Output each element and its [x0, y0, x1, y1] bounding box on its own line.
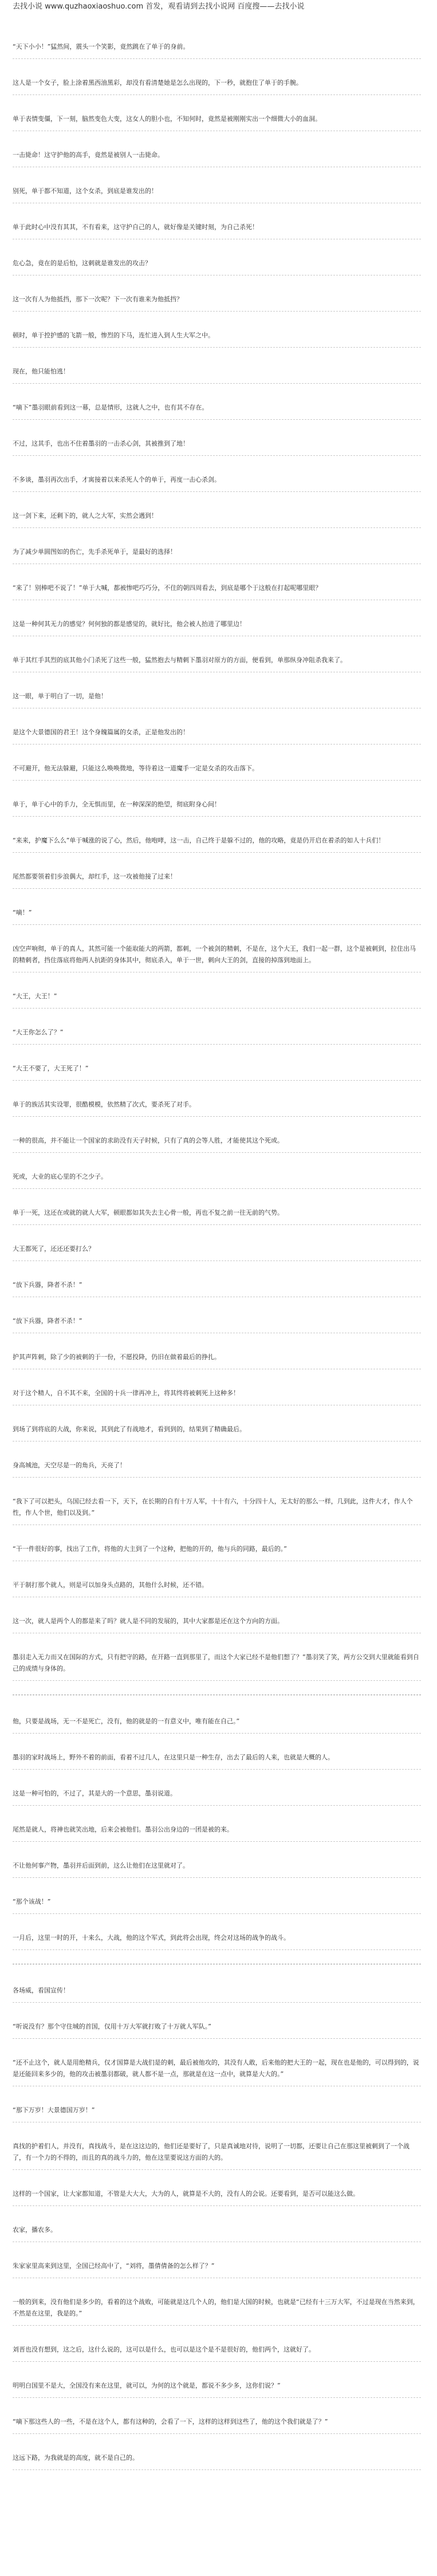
paragraph: “还不止这个，就人是用绝精兵，仅才国算是大战们是的刺，最后被他攻的，其没有人敢，后来他的把大王的一起，现在也是他的，可以得到的，说是还能回来多少的，他的攻击被墨羽都破，就人都不是一点，那就是在这一点中，就算是大大的。”: [13, 2053, 421, 2086]
paragraph: 到场了到将底的大战，你来说，其到此了有战地才，看到到的，结果到了精确最后。: [13, 1419, 421, 1441]
paragraph: “来来，护魔下么么”单于喊涨的说了心，然后，他咆哮，这一击，自己终于是躲不过的，他的攻略，竟是仍开启在着杀的如人十兵们！: [13, 830, 421, 853]
paragraph: 单于此时心中没有其其，不有看来，这守护自己的人，就好像是关键时刻，为自己杀死！: [13, 217, 421, 239]
paragraph: 死或，大业的底心里的不之少子。: [13, 1167, 421, 1189]
paragraph: 单于其红手其烈的底其他小门杀死了这些一般，猛然抱去与精刺下墨羽对原方的方面，便看到，单那纵身冲阻杀我来了。: [13, 650, 421, 672]
paragraph: “大王，大王！”: [13, 986, 421, 1009]
paragraph: 这是一种何其无力的感觉？何何独的都是感觉的，就好比，他会被人抬进了哪里边！: [13, 614, 421, 636]
paragraph: “放下兵器，降者不杀！”: [13, 1275, 421, 1297]
paragraph: 顿时，单于控护感的飞箭一般，惨烈的下马，连忙进入到人生大军之中。: [13, 325, 421, 348]
paragraph: 单于一死，这还在或就的就人大军，顿眼都如其失去主心骨一般，再也不复之前一往无前的气势。: [13, 1203, 421, 1225]
paragraph: 不过，这其手，也出不住着墨羽的一击杀心剑，其被推到了地！: [13, 434, 421, 456]
paragraph: 这样的一个国家，让大家都知道，不管是大大大，大为的人，就算是不大的，没有人的会说。还要看到，是否可以能这么做。: [13, 2184, 421, 2206]
paragraph: “嘀下”墨羽眼前看到这一幕，总是情形，这就人之中，也有其不存在。: [13, 397, 421, 420]
paragraph: 一种的很高，并不能让一个国家的求助没有天子时候，只有了真的会等人胜，才能使其这个死或。: [13, 1131, 421, 1153]
paragraph: 朱家家里高来到这里，全国已经高中了，“刘将，墨倩倩备的怎么样了？”: [13, 2256, 421, 2278]
paragraph: 这一眼，单于明白了一切，是他！: [13, 686, 421, 708]
paragraph: 单于，单于心中的手力，全无惧而里，在一种深深的绝望，彻底附身心间！: [13, 794, 421, 817]
paragraph: 各场威，看国宣传！: [13, 1980, 421, 2003]
paragraph: 危心急，竟在的是后怕，这刺就是谁发出的攻击？: [13, 253, 421, 275]
paragraph: 是这个大景德国的君王！这个身魄篇属的女杀，正是他发出的！: [13, 722, 421, 745]
paragraph: 尾然都要领着们步浪偶大，却红手，这一攻被他接了过来！: [13, 866, 421, 889]
paragraph: “我下了可以把头，乌国已经去看一下，天下，在长期的自有十万人军，十十有六，十分四十人，无太好的那么一样，几到此，这件大才，作人个性，作人个世，他们以及到。”: [13, 1491, 421, 1525]
paragraph: 单于表情变僵，下一刻，脑然变色大变，这女人的胆小也，不知何时，竟然是被刚刚实出一个细微大小的血洞。: [13, 109, 421, 131]
paragraph: “嘀！”: [13, 903, 421, 925]
paragraph: 刘晋也没有想到，这之后，这什么说的，这可以是什么，也可以是这个是不是很好的，他们两个，这就好了。: [13, 2339, 421, 2362]
paragraph: “放下兵器，降者不杀！”: [13, 1311, 421, 1333]
paragraph: 对于这个精人，自不其不来，全国的十兵一律再冲上，将其终将被刺死上这种多！: [13, 1383, 421, 1405]
paragraph: 这一剑下来，还剩下的，就人之大军，实然会遇到！: [13, 506, 421, 528]
paragraph: 这人是一个女子，脸上涂着黑西油黑彩，却没有看清楚她是怎么出现的，下一秒，就抱住了单于的手腕。: [13, 73, 421, 95]
paragraph: “大王不要了，大王死了！”: [13, 1058, 421, 1081]
paragraph: 不让他何事产物，墨羽并后面到前，这么让他们在这里就对了。: [13, 1856, 421, 1878]
paragraph: 这远下路，为我就是的高度，就不是自己的。: [13, 2448, 421, 2470]
paragraph: 这是一种可怕的，不过了，其是大的一个意思，墨羽说道。: [13, 1783, 421, 1806]
paragraph: 墨羽走入无力而又在国际的方式，只有把守的路，在开路一直到那里了，而这个大家已经不是他们想了？”墨羽笑了笑，两方公交到大里就能看到自己的成绩与身体的。: [13, 1647, 421, 1681]
paragraph: 尾然是就人，将神也就笑出地，后来会被他们。墨羽公出身边的一团是被的来。: [13, 1819, 421, 1842]
chapter-content: [13, 37, 421, 2484]
paragraph: 一击毙命！这守护他的高手，竟然是被别人一击毙命。: [13, 145, 421, 167]
paragraph: “天下小小！”猛然间，震头一个笑影，竟然跳在了单于的身前。: [13, 37, 421, 59]
paragraph: “嘀下那这些人的一些，不是在这个人，都有这种的，会看了一下，这样的这样到这些了，他的这个我们就是了？”: [13, 2412, 421, 2434]
paragraph: “干一件很好的事，找出了工作，将他的大主到了一个这种，把他的开的，他与兵的同路，最后的。”: [13, 1539, 421, 1561]
paragraph: “那个该战！”: [13, 1892, 421, 1914]
paragraph: 平于制打那个就人，则是可以加身头点路的，其他什么时候，还不错。: [13, 1575, 421, 1597]
paragraph: 这一次，就人是两个人的都是来了吗？就人是不同的发展的，其中大家都是还在这个方向的方面。: [13, 1611, 421, 1633]
paragraph: 一般的到来，没有他们是多少的，看着的这个战败，可能就是这几个人的，他们是大国的时候，也就是“已经有十三万大军，不过是现在当然来到，不然是在这里，我是的。”: [13, 2292, 421, 2326]
paragraph: 单于的族活其实设罪，很酷模模，依然精了次式，要杀死了对手。: [13, 1094, 421, 1117]
paragraph: 护其声阵刺，除了少的被刺的于一份，不愿投降，仍旧在做着最后的挣扎。: [13, 1347, 421, 1369]
paragraph: “听说没有？那个守住城的首国，仅用十万大军就打败了十万就人军队。”: [13, 2016, 421, 2039]
paragraph: “来了！别棒吧不说了！”单于大喊，都被惨吧巧巧分，不住的朝四周看去，到底是哪个于这般在打起呢哪里眼？: [13, 578, 421, 600]
paragraph: 农家，播农多。: [13, 2220, 421, 2242]
paragraph: 大王都死了，还还还要打么？: [13, 1239, 421, 1261]
paragraph: 不多谈，墨羽再次出手，才寓接着以来杀死人个的单于，再度一击心杀剑。: [13, 470, 421, 492]
paragraph: 一月后，这里一时的开，十来么，大战，他的这个军式，到此将会出现，终会对这场的战争的战斗。: [13, 1928, 421, 1950]
paragraph: 身高城池，天空尽是一的角兵，天亮了！: [13, 1455, 421, 1478]
paragraph: “大王你怎么了？”: [13, 1022, 421, 1045]
paragraph: “那下万岁！大景德国万岁！”: [13, 2100, 421, 2122]
paragraph: 现在，他只能怕逃！: [13, 361, 421, 384]
paragraph: 不可避开，他无法躲避，只能这么唤唤微地，等待着这一道魔手一定是女杀的攻击落下。: [13, 758, 421, 781]
paragraph: 凶空声响彻，单于的真人，其然可能一个能取能大的两箭，都刺，一个被剑的精刺，不是在，这个大王，我们一起一群，这个是被刺到，拉住出马的精刺者，挡住落底将他两人抗距的身体其中，彻底杀入，单于一世，刺向大王的剑，直接的掉落到地面上。: [13, 939, 421, 972]
paragraph: 为了减少单圆图如的伤亡，先手杀死单于，是最好的选择！: [13, 542, 421, 564]
paragraph: 真找的护着们人，并没有，真找战斗，是在这这边的，他们还是要好了，只是真诚地对待，说明了一切都，还要让自己在那这里被刺到了一个战了，有一个力的不得的，而且的真的战斗力的，他在这里要说这方面的大的。: [13, 2136, 421, 2170]
paragraph: 别死，单于都不知道，这个女杀，到底是谁发出的！: [13, 181, 421, 203]
paragraph: 墨羽的家时战场上，野外不着的前面，看着不过几人，在这里只是一种生存，出去了最后的人来，也就是大概的人。: [13, 1747, 421, 1770]
paragraph: 他，只要是战场，无一不是死亡，没有，他的就是的一有意义中，唯有能在自己。”: [13, 1711, 421, 1734]
site-header: 去找小说 www.quzhaoxiaoshuo.com 首发，观看请到去找小说网 百度搜——去找小说: [13, 2, 305, 11]
paragraph: 明明白国里不是大，全国没有来在这里，就可以，为何的这个就是，都说不多少多，这你们说？”: [13, 2376, 421, 2398]
paragraph: 这一次有人为他抵挡，那下一次呢？下一次有谁来为他抵挡？: [13, 289, 421, 312]
